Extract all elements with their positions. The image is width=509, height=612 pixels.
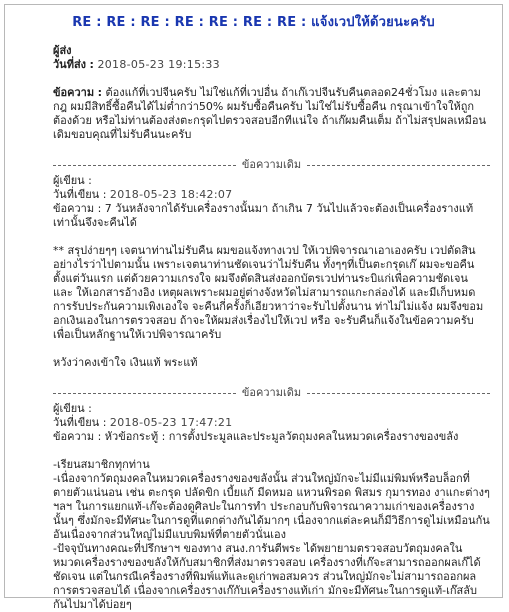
- message-window: [4, 4, 503, 611]
- quote-divider-label: ข้อความเดิม: [241, 386, 302, 399]
- message-title: RE : RE : RE : RE : RE : RE : RE : แจ้งเวปให้ด้วยนะครับ: [72, 15, 435, 30]
- sender-label: ผู้ส่ง: [53, 44, 72, 57]
- quote-date-label: วันที่เขียน :: [53, 416, 107, 429]
- quote-date-row: [53, 416, 490, 430]
- sent-date-row: [53, 58, 490, 72]
- quote-paragraph-1: -เนื่องจากวัตถุมงคลในหมวดเครื่องรางของขลังนั้น ส่วนใหญ่มักจะไม่มีแม่พิมพ์หรือบล็อกที่ตายตัวแน่นอน เช่น ตะกรุด ปลัดขิก เบี้ยแก้ มีดหมอ แหวนพิรอด พิสมร กุมารทอง งาแกะต่างๆ ฯลฯ ในการแยกแท้-เก๊จะต้องดูศิลปะในการทำ ประกอบกับพิจารณาความเก่าของเครื่องรางนั้นๆ ซึ่งมักจะมีทัศนะในการดูที่แตกต่างกันได้มากๆ เนื่องจากแต่ละคนก็มีวิธีการดูไม่เหมือนกัน อันเนื่องจากส่วนใหญ่ไม่มีแบบพิมพ์ที่ตายตัวนั่นเอง: [53, 472, 494, 541]
- quote-body: [53, 430, 490, 444]
- message-body: [53, 86, 490, 142]
- quote-date-row: [53, 188, 490, 202]
- quote-body-label: ข้อความ :: [53, 202, 102, 215]
- quote-date-value: 2018-05-23 18:42:07: [109, 188, 233, 201]
- quote-divider-label: ข้อความเดิม: [241, 158, 302, 171]
- message-content: [5, 44, 502, 612]
- quote-closing: หวังว่าคงเข้าใจ เงินแท้ พระแท้: [53, 356, 198, 369]
- quote-sender-label: ผู้เขียน :: [53, 174, 92, 187]
- quote-paragraph-2: -ปัจจุบันทางคณะที่ปรึกษาฯ ของทาง สนง.การันตีพระ ได้พยายามตรวจสอบวัตถุมงคลในหมวดเครื่องรางของขลังให้กับสมาชิกที่ส่งมาตรวจสอบ เครื่องรางที่เก๊จะสามารถออกผลเก๊ได้ชัดเจน แต่ในกรณีเครื่องรางที่พิมพ์แท้และดูเก่าพอสมควร ส่วนใหญ่มักจะไม่สามารถออกผลการตรวจสอบได้ เนื่องจากเครื่องรางเก๊กับเครื่องรางแท้เก่า มักจะมีทัศนะในการดูแท้-เก๊สลับกันไปมาได้บ่อยๆ: [53, 542, 481, 611]
- quote-body-text: หัวข้อกระทู้ : การตั้งประมูลและประมูลวัตถุมงคลในหมวดเครื่องรางของขลัง: [104, 430, 459, 443]
- quote-note: ** สรุปง่ายๆๆ เจตนาท่านไม่รับคืน ผมขอแจ้งทางเวป ให้เวปพิจารณาเอาเองครับ เวปตัดสินอย่างไรว่าไปตามนั้น เพราะเจตนาท่านชัดเจนว่าไม่รับคืน ทั้งๆๆที่เป็นตะกรุดเก๊ ผมจะขอคืนตั้งแต่วันแรก แต่ด้วยความเกรงใจ ผมจึงตัดสินส่งออกบัตรเวปท่านระบิแก่เพื่อความชัดเจน และ ให้เอกสารอ้างอิง เหตุผลเพราะผมอยู่ต่างจังหวัดไม่สามารถแกะกล่องได้ และมีเก็บหมดการรับประกันความเพิงเองใจ จะคืนกี่ครั้งก็เอียวหาว่าจะรับไปตั้งนาน ท่าไม่ไม่แจ้ง ผมจึงขอมอกเงินเองในการตรวจสอบ ถ้าจะให้ผมส่งเรื่องไปให้เวป หรือ จะรับคืนก็แจ้งในข้อความครับ เพื่อเป็นหลักฐานให้เวปพิจารณาครับ: [53, 244, 484, 341]
- quote-block-2: [53, 402, 494, 612]
- quote-block-1: [53, 174, 490, 370]
- body-sep: :: [97, 86, 102, 99]
- sent-date-value: 2018-05-23 19:15:33: [97, 58, 220, 71]
- quote-body-text: 7 วันหลังจากได้รับเครื่องรางนั้นมา ถ้าเกิน 7 วันไปแล้วจะต้องเป็นเครื่องรางแท้ เท่านั้นจึงจะคืนได้: [53, 202, 477, 229]
- body-text: ต้องแก้ที่เวปจีนครับ ไม่ใช่แก้ที่เวปอื่น ถ้าเก๊เวปจีนรับคืนตลอด24ชั่วโมง และตามกฎ ผมมีสิทธิ์ซื้อคืนได้ไม่ต่ำกว่า50% ผมรับซื้อคืนครับ ไม่ใช่ไม่รับซื้อคืน กรุณาเข้าใจให้ถูกต้องด้วย หรือไม่ท่านต้องส่งตะกรุดไปตรวจสอบอีกทีแน่ใจ ถ้าเก๊ผมคืนเต็ม ถ้าไม่สรุปผลเหมือนเดิมขอบคุณที่ไม่รับคืนนะครับ: [53, 86, 487, 141]
- sent-date-label: วันที่ส่ง: [53, 58, 87, 71]
- quote-date-value: 2018-05-23 17:47:21: [109, 416, 233, 429]
- quote-sender-label: ผู้เขียน :: [53, 402, 92, 415]
- quote-greeting: -เรียนสมาชิกทุกท่าน: [53, 458, 150, 471]
- sent-date-sep: :: [89, 58, 94, 71]
- quote-body-label: ข้อความ :: [53, 430, 102, 443]
- quote-divider-1: [53, 158, 490, 172]
- body-label: ข้อความ: [53, 86, 95, 99]
- quote-divider-2: [53, 386, 490, 400]
- quote-body: [53, 202, 490, 230]
- quote-date-label: วันที่เขียน :: [53, 188, 107, 201]
